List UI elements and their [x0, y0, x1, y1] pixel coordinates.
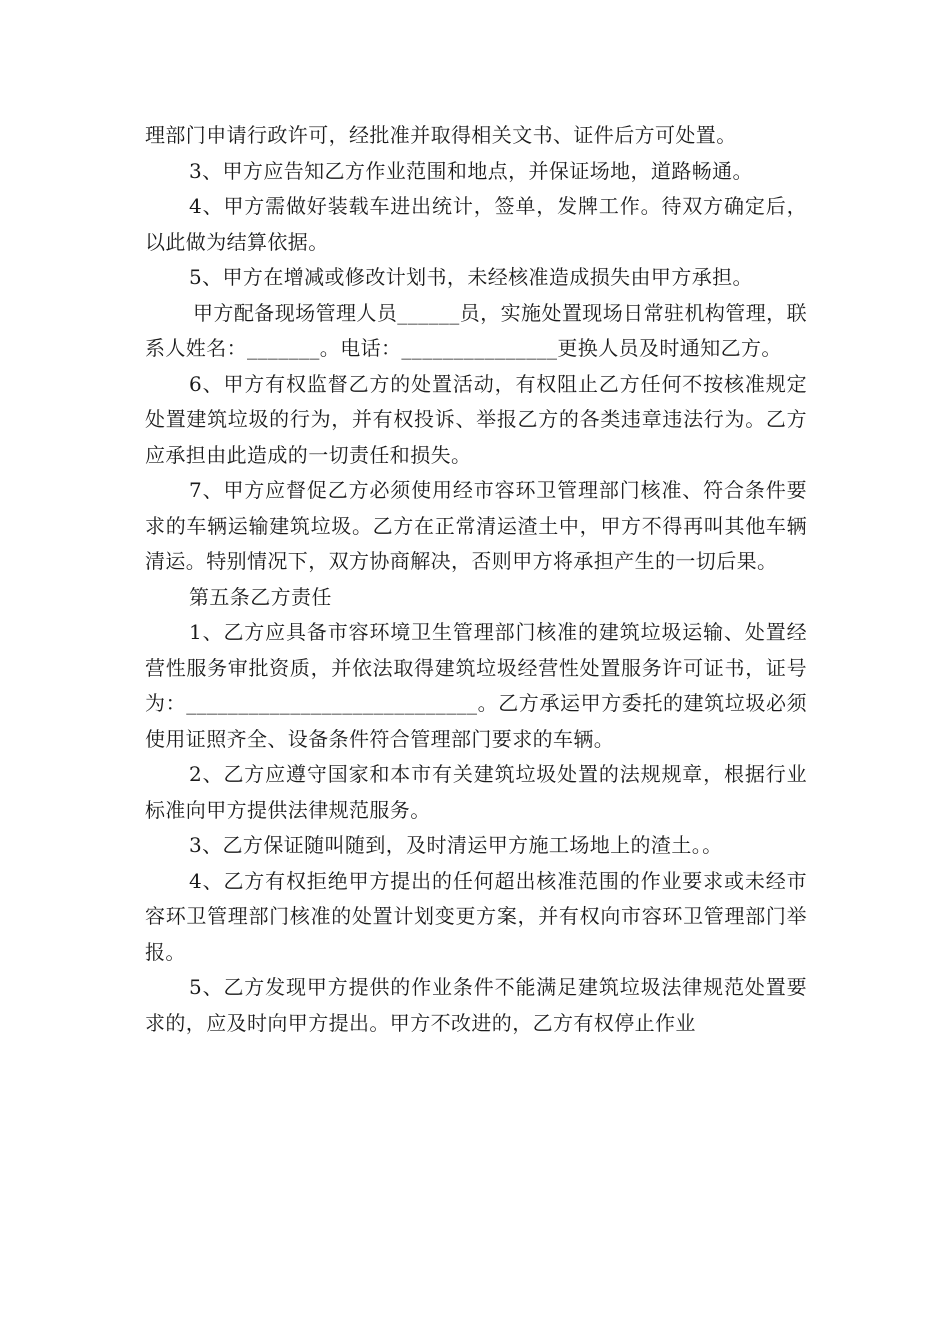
paragraph-party-b-2: 2、乙方应遵守国家和本市有关建筑垃圾处置的法规规章，根据行业标准向甲方提供法律规范服务。 [145, 762, 807, 822]
paragraph-party-b-4: 4、乙方有权拒绝甲方提出的任何超出核准范围的作业要求或未经市容环卫管理部门核准的处置计划变更方案，并有权向市容环卫管理部门举报。 [145, 868, 807, 964]
paragraph-continuation: 理部门申请行政许可，经批准并取得相关文书、证件后方可处置。 [145, 123, 737, 147]
section-heading-article-5: 第五条乙方责任 [189, 584, 332, 609]
document-body [145, 118, 807, 1041]
paragraph-party-b-3: 3、乙方保证随叫随到，及时清运甲方施工场地上的渣土。。 [189, 833, 723, 857]
paragraph-party-b-1: 1、乙方应具备市容环境卫生管理部门核准的建筑垃圾运输、处置经营性服务审批资质，并依法取得建筑垃圾经营性处置服务许可证书，证号为：____________________________。乙方承运甲方委托的建筑垃圾必须使用证照齐全、设备条件符合管理部门要求的车辆。 [145, 620, 807, 751]
paragraph-party-a-3: 3、甲方应告知乙方作业范围和地点，并保证场地，道路畅通。 [189, 158, 753, 183]
paragraph-site-manager: 甲方配备现场管理人员______员，实施处置现场日常驻机构管理，联系人姓名：_______。电话：_______________更换人员及时通知乙方。 [145, 300, 807, 360]
paragraph-party-b-5: 5、乙方发现甲方提供的作业条件不能满足建筑垃圾法律规范处置要求的，应及时向甲方提出。甲方不改进的，乙方有权停止作业 [145, 975, 807, 1035]
paragraph-party-a-7: 7、甲方应督促乙方必须使用经市容环卫管理部门核准、符合条件要求的车辆运输建筑垃圾。乙方在正常清运渣土中，甲方不得再叫其他车辆清运。特别情况下，双方协商解决，否则甲方将承担产生的一切后果。 [145, 478, 807, 573]
paragraph-party-a-6: 6、甲方有权监督乙方的处置活动，有权阻止乙方任何不按核准规定处置建筑垃圾的行为，并有权投诉、举报乙方的各类违章违法行为。乙方应承担由此造成的一切责任和损失。 [145, 371, 807, 467]
paragraph-party-a-4: 4、甲方需做好装载车进出统计，签单，发牌工作。待双方确定后，以此做为结算依据。 [145, 194, 807, 254]
paragraph-party-a-5: 5、甲方在增减或修改计划书，未经核准造成损失由甲方承担。 [189, 265, 753, 289]
